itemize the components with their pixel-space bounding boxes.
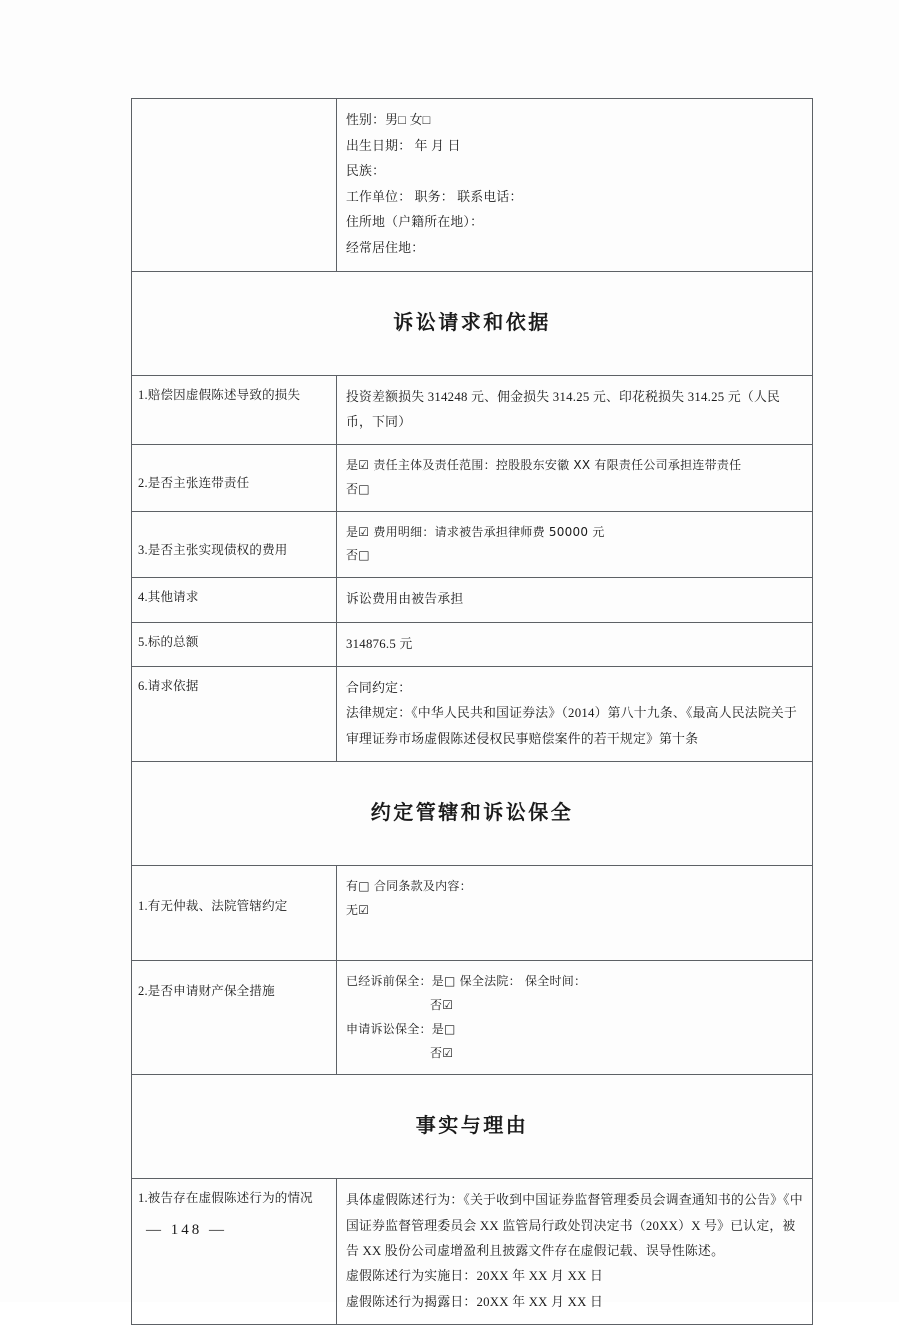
identity-value-cell xyxy=(337,99,813,272)
row-value xyxy=(337,578,812,621)
jurisdiction-no-line[interactable]: 无☑ xyxy=(346,902,370,917)
page-number: — 148 — xyxy=(146,1222,227,1238)
row-value-cell xyxy=(337,445,813,512)
row-value-cell xyxy=(337,622,813,666)
row-label: 1.被告存在虚假陈述行为的情况 xyxy=(138,1191,313,1206)
pre-litigation-preservation-yes-line[interactable]: 已经诉前保全：是□ 保全法院： 保全时间： xyxy=(346,974,587,989)
row-value xyxy=(337,1179,812,1324)
table-row-section-heading-3 xyxy=(132,1075,813,1179)
identity-employer-line: 工作单位： 职务： 联系电话： xyxy=(346,189,523,204)
row-label: 3.是否主张实现债权的费用 xyxy=(138,542,288,557)
table-row xyxy=(132,622,813,666)
table-row xyxy=(132,511,813,578)
identity-ethnicity-line: 民族： xyxy=(346,164,386,179)
row-value xyxy=(337,512,812,578)
row-label-cell xyxy=(132,578,337,622)
joint-liability-yes-line[interactable]: 是☑ 责任主体及责任范围：控股股东安徽 XX 有限责任公司承担连带责任 xyxy=(346,458,742,473)
row-label-cell xyxy=(132,1179,337,1325)
total-amount-line: 314876.5 元 xyxy=(346,636,413,651)
section-heading-cell-3 xyxy=(132,1075,813,1179)
jurisdiction-yes-line[interactable]: 有□ 合同条款及内容： xyxy=(346,878,472,893)
joint-liability-no-line[interactable]: 否□ xyxy=(346,481,370,496)
row-label: 2.是否主张连带责任 xyxy=(138,476,250,491)
row-label: 5.标的总额 xyxy=(138,634,199,649)
form-table-container xyxy=(131,98,812,1325)
pre-litigation-preservation-no-line[interactable]: 否☑ xyxy=(430,998,454,1013)
table-row xyxy=(132,578,813,622)
litigation-preservation-no-line[interactable]: 否☑ xyxy=(430,1045,454,1060)
row-label-cell xyxy=(132,622,337,666)
row-label-cell xyxy=(132,445,337,512)
row-value xyxy=(337,623,812,666)
row-value xyxy=(337,376,812,445)
table-row xyxy=(132,375,813,445)
identity-label-empty xyxy=(132,99,336,137)
misrepresentation-detail-line: 具体虚假陈述行为：《关于收到中国证券监督管理委员会调查通知书的公告》《中国证券监督管理委员会 XX 监管局行政处罚决定书（20XX）X 号》已认定，被告 XX 股份公司虚增盈利且披露文件存在虚假记载、误导性陈述。 xyxy=(346,1193,803,1259)
damages-line: 投资差额损失 314248 元、佣金损失 314.25 元、印花税损失 314.25 元（人民币，下同） xyxy=(346,389,781,429)
row-label-cell xyxy=(132,865,337,961)
claim-cost-no-line[interactable]: 否□ xyxy=(346,548,370,563)
row-label-cell xyxy=(132,666,337,761)
claim-cost-yes-line[interactable]: 是☑ 费用明细：请求被告承担律师费 50000 元 xyxy=(346,524,605,539)
row-label: 1.有无仲裁、法院管辖约定 xyxy=(138,898,288,913)
row-value-cell xyxy=(337,961,813,1075)
identity-domicile-line: 住所地（户籍所在地）： xyxy=(346,215,484,230)
row-value xyxy=(337,866,812,961)
row-label: 2.是否申请财产保全措施 xyxy=(138,984,275,999)
row-label-cell xyxy=(132,375,337,445)
row-value-cell xyxy=(337,1179,813,1325)
row-label: 4.其他请求 xyxy=(138,590,199,605)
row-value-cell xyxy=(337,666,813,761)
legal-basis-line: 法律规定：《中华人民共和国证券法》（2014）第八十九条、《最高人民法院关于审理证券市场虚假陈述侵权民事赔偿案件的若干规定》第十条 xyxy=(346,706,797,746)
row-label-cell xyxy=(132,511,337,578)
table-row xyxy=(132,445,813,512)
identity-gender-line: 性别：男□ 女□ xyxy=(346,113,431,127)
row-label-cell xyxy=(132,961,337,1075)
other-claims-line: 诉讼费用由被告承担 xyxy=(346,592,464,607)
table-row xyxy=(132,1179,813,1325)
row-value-cell xyxy=(337,865,813,961)
section-heading-3: 事实与理由 xyxy=(415,1115,529,1138)
contract-basis-line: 合同约定： xyxy=(346,680,412,695)
row-value xyxy=(337,667,812,761)
identity-residence-line: 经常居住地： xyxy=(346,240,425,255)
table-row-section-heading-1 xyxy=(132,271,813,375)
section-heading-cell-1 xyxy=(132,271,813,375)
section-heading-cell-2 xyxy=(132,761,813,865)
complaint-form-table xyxy=(131,98,813,1325)
row-value-cell xyxy=(337,578,813,622)
row-value-cell xyxy=(337,375,813,445)
row-label: 1.赔偿因虚假陈述导致的损失 xyxy=(138,387,301,402)
row-value xyxy=(337,961,812,1074)
section-heading-2: 约定管辖和诉讼保全 xyxy=(370,801,574,824)
table-row xyxy=(132,865,813,961)
table-row-identity xyxy=(132,99,813,272)
identity-fields xyxy=(337,99,812,271)
identity-label-cell xyxy=(132,99,337,272)
table-row-section-heading-2 xyxy=(132,761,813,865)
section-heading-1: 诉讼请求和依据 xyxy=(393,311,551,334)
implementation-date-line: 虚假陈述行为实施日：20XX 年 XX 月 XX 日 xyxy=(346,1269,604,1284)
disclosure-date-line: 虚假陈述行为揭露日：20XX 年 XX 月 XX 日 xyxy=(346,1294,604,1309)
table-row xyxy=(132,961,813,1075)
row-label: 6.请求依据 xyxy=(138,678,199,693)
row-value-cell xyxy=(337,511,813,578)
litigation-preservation-yes-line[interactable]: 申请诉讼保全：是□ xyxy=(346,1021,456,1036)
table-row xyxy=(132,666,813,761)
identity-birthdate-line: 出生日期： 年 月 日 xyxy=(346,138,461,153)
row-value xyxy=(337,445,812,511)
